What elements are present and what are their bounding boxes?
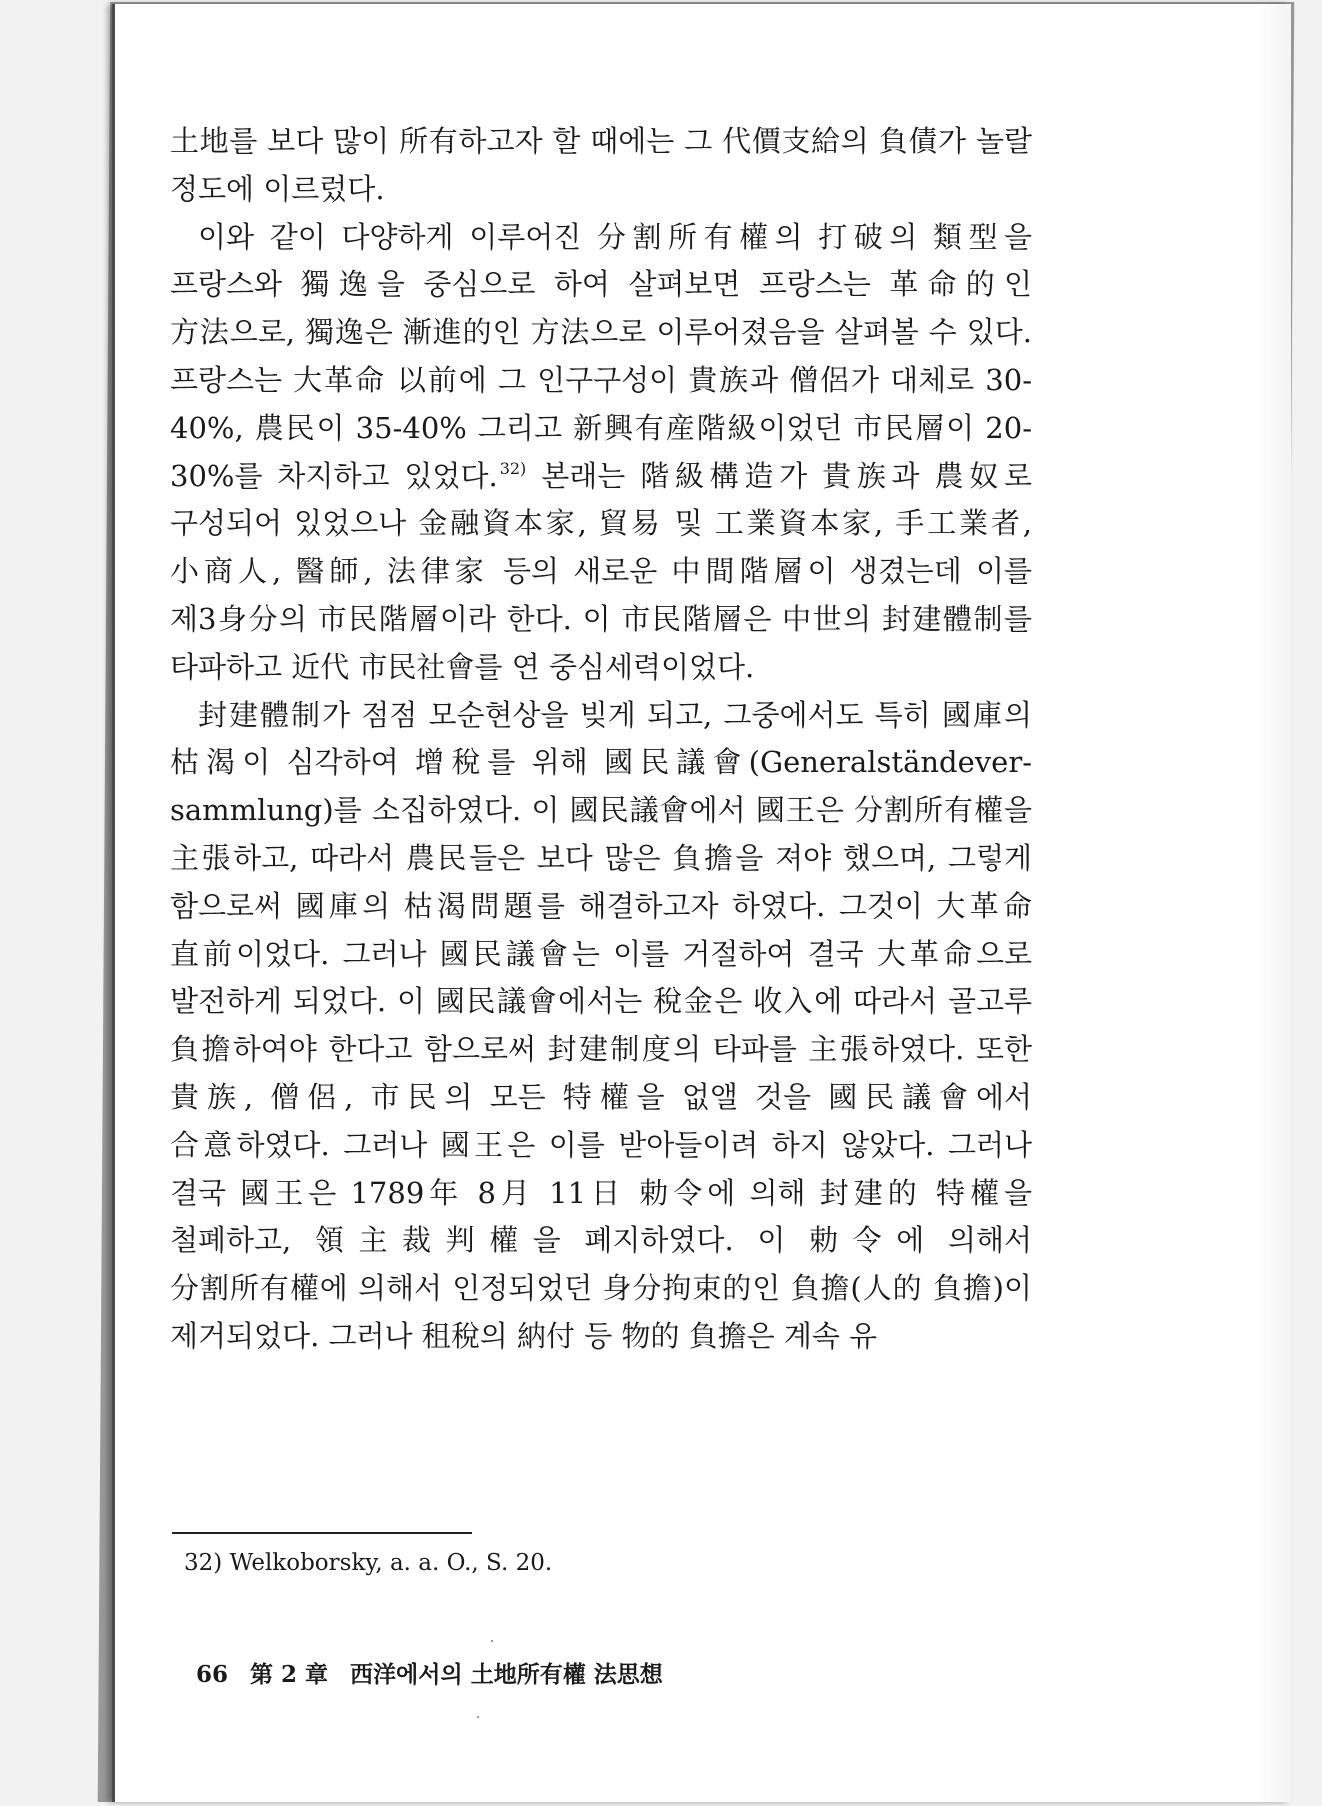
page-edge xyxy=(1257,4,1291,1802)
page-footer xyxy=(196,1656,685,1689)
footnote-32 xyxy=(184,1550,552,1576)
chapter-title: 西洋에서의 土地所有權 法思想 xyxy=(350,1661,663,1688)
footnote-ref-32[interactable]: 32) xyxy=(499,458,527,478)
footnote-text: Welkoborsky, a. a. O., S. 20. xyxy=(229,1550,553,1576)
page-number: 66 xyxy=(196,1661,229,1688)
paragraph-3: 封建體制가 점점 모순현상을 빚게 되고, 그중에서도 특히 國庫의 枯渴이 심각하여 增稅를 위해 國民議會(Generalständever-sammlung)를 소집하였다. 이 國民議會에서 國王은 分割所有權을 主張하고, 따라서 農民들은 보다 많은 負擔을 져야 했으며, 그렇게 함으로써 國庫의 枯渴問題를 해결하고자 하였다. 그것이 大革命 直前이었다. 그러나 國民議會는 이를 거절하여 결국 大革命으로 발전하게 되었다. 이 國民議會에서는 稅金은 收入에 따라서 골고루 負擔하여야 한다고 함으로써 封建制度의 타파를 主張하였다. 또한 貴族, 僧侶, 市民의 모든 特權을 없앨 것을 國民議會에서 合意하였다. 그러나 國王은 이를 받아들이려 하지 않았다. 그러나 결국 國王은 1789年 8月 11日 勅令에 의해 封建的 特權을 철폐하고, 領主裁判權을 폐지하였다. 이 勅令에 의해서 分割所有權에 의해서 인정되었던 身分拘束的인 負擔(人的 負擔)이 제거되었다. 그러나 租稅의 納付 등 物的 負擔은 계속 유 xyxy=(170,697,1032,1353)
scan-speck xyxy=(477,1716,479,1718)
paragraph-2-text: 이와 같이 다양하게 이루어진 分割所有權의 打破의 類型을 프랑스와 獨逸을 중심으로 하여 살펴보면 프랑스는 革命的인 方法으로, 獨逸은 漸進的인 方法으로 이루어졌음을 살펴볼 수 있다. 프랑스는 大革命 以前에 그 인구구성이 貴族과 僧侶가 대체로 30-40%, 農民이 35-40% 그리고 新興有産階級이었던 市民層이 20-30%를 차지하고 있었다. xyxy=(170,219,1032,493)
footnote-divider xyxy=(172,1532,472,1534)
paragraph-2 xyxy=(170,214,1032,692)
footnote-label: 32) xyxy=(184,1550,223,1576)
body-text xyxy=(170,118,1032,1361)
chapter-label: 第 2 章 xyxy=(250,1661,329,1688)
paragraph-1: 土地를 보다 많이 所有하고자 할 때에는 그 代價支給의 負債가 놀랄 정도에 이르렀다. xyxy=(170,124,1032,206)
scan-speck xyxy=(491,1640,493,1642)
paragraph-2-text-after: 본래는 階級構造가 貴族과 農奴로 구성되어 있었으나 金融資本家, 貿易 및 工業資本家, 手工業者, 小商人, 醫師, 法律家 등의 새로운 中間階層이 생겼는데 이를 제3身分의 市民階層이라 한다. 이 市民階層은 中世의 封建體制를 타파하고 近代 市民社會를 연 중심세력이었다. xyxy=(170,458,1032,684)
